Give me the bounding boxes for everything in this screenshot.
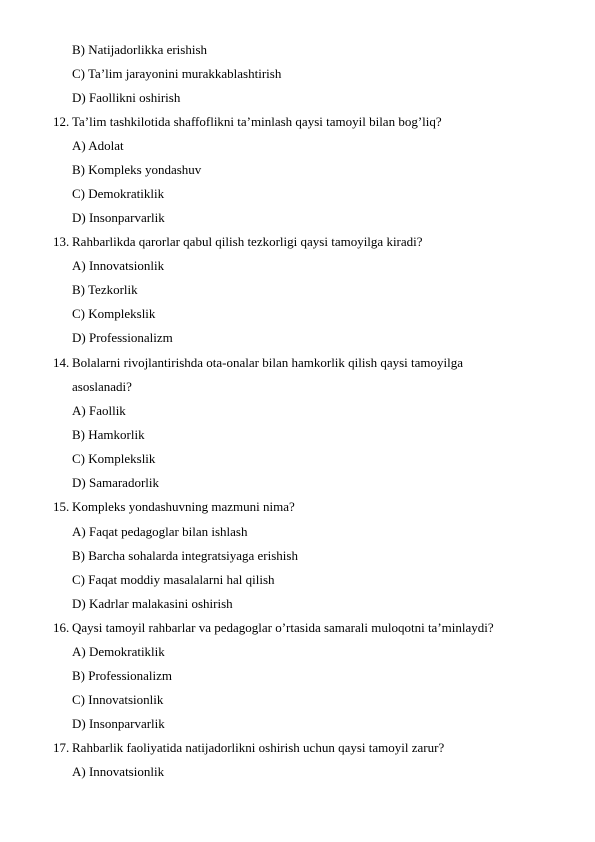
answer-option: B) Tezkorlik [72, 282, 138, 297]
question-number: 17. [53, 740, 70, 755]
answer-option: C) Komplekslik [72, 306, 156, 321]
question-text: Rahbarlikda qarorlar qabul qilish tezkorligi qaysi tamoyilga kiradi? [72, 234, 423, 249]
question-number: 16. [53, 620, 70, 635]
answer-option: B) Hamkorlik [72, 427, 145, 442]
answer-option: A) Faqat pedagoglar bilan ishlash [72, 524, 248, 539]
question-number: 15. [53, 499, 70, 514]
answer-option: C) Faqat moddiy masalalarni hal qilish [72, 572, 275, 587]
answer-option: D) Faollikni oshirish [72, 90, 181, 105]
question-number: 12. [53, 114, 70, 129]
answer-option: A) Demokratiklik [72, 644, 165, 659]
answer-option: B) Professionalizm [72, 668, 173, 683]
question-number: 13. [53, 234, 70, 249]
question-text: Ta’lim tashkilotida shaffoflikni ta’minlash qaysi tamoyil bilan bog’liq? [72, 114, 442, 129]
answer-option: D) Kadrlar malakasini oshirish [72, 596, 233, 611]
answer-option: B) Kompleks yondashuv [72, 162, 202, 177]
question-text: Qaysi tamoyil rahbarlar va pedagoglar o’rtasida samarali muloqotni ta’minlaydi? [72, 620, 494, 635]
question-text: Kompleks yondashuvning mazmuni nima? [72, 499, 295, 514]
answer-option: C) Demokratiklik [72, 186, 165, 201]
answer-option: C) Ta’lim jarayonini murakkablashtirish [72, 66, 282, 81]
question-number: 14. [53, 355, 70, 370]
question-text-continuation: asoslanadi? [72, 379, 132, 394]
answer-option: D) Insonparvarlik [72, 210, 165, 225]
answer-option: D) Professionalizm [72, 330, 173, 345]
answer-option: B) Barcha sohalarda integratsiyaga erishish [72, 548, 298, 563]
question-text: Bolalarni rivojlantirishda ota-onalar bilan hamkorlik qilish qaysi tamoyilga [72, 355, 463, 370]
answer-option: D) Samaradorlik [72, 475, 160, 490]
answer-option: D) Insonparvarlik [72, 716, 165, 731]
answer-option: A) Faollik [72, 403, 126, 418]
answer-option: B) Natijadorlikka erishish [72, 42, 208, 57]
answer-option: A) Innovatsionlik [72, 764, 165, 779]
answer-option: A) Innovatsionlik [72, 258, 165, 273]
question-text: Rahbarlik faoliyatida natijadorlikni oshirish uchun qaysi tamoyil zarur? [72, 740, 445, 755]
answer-option: A) Adolat [72, 138, 124, 153]
answer-option: C) Komplekslik [72, 451, 156, 466]
answer-option: C) Innovatsionlik [72, 692, 164, 707]
